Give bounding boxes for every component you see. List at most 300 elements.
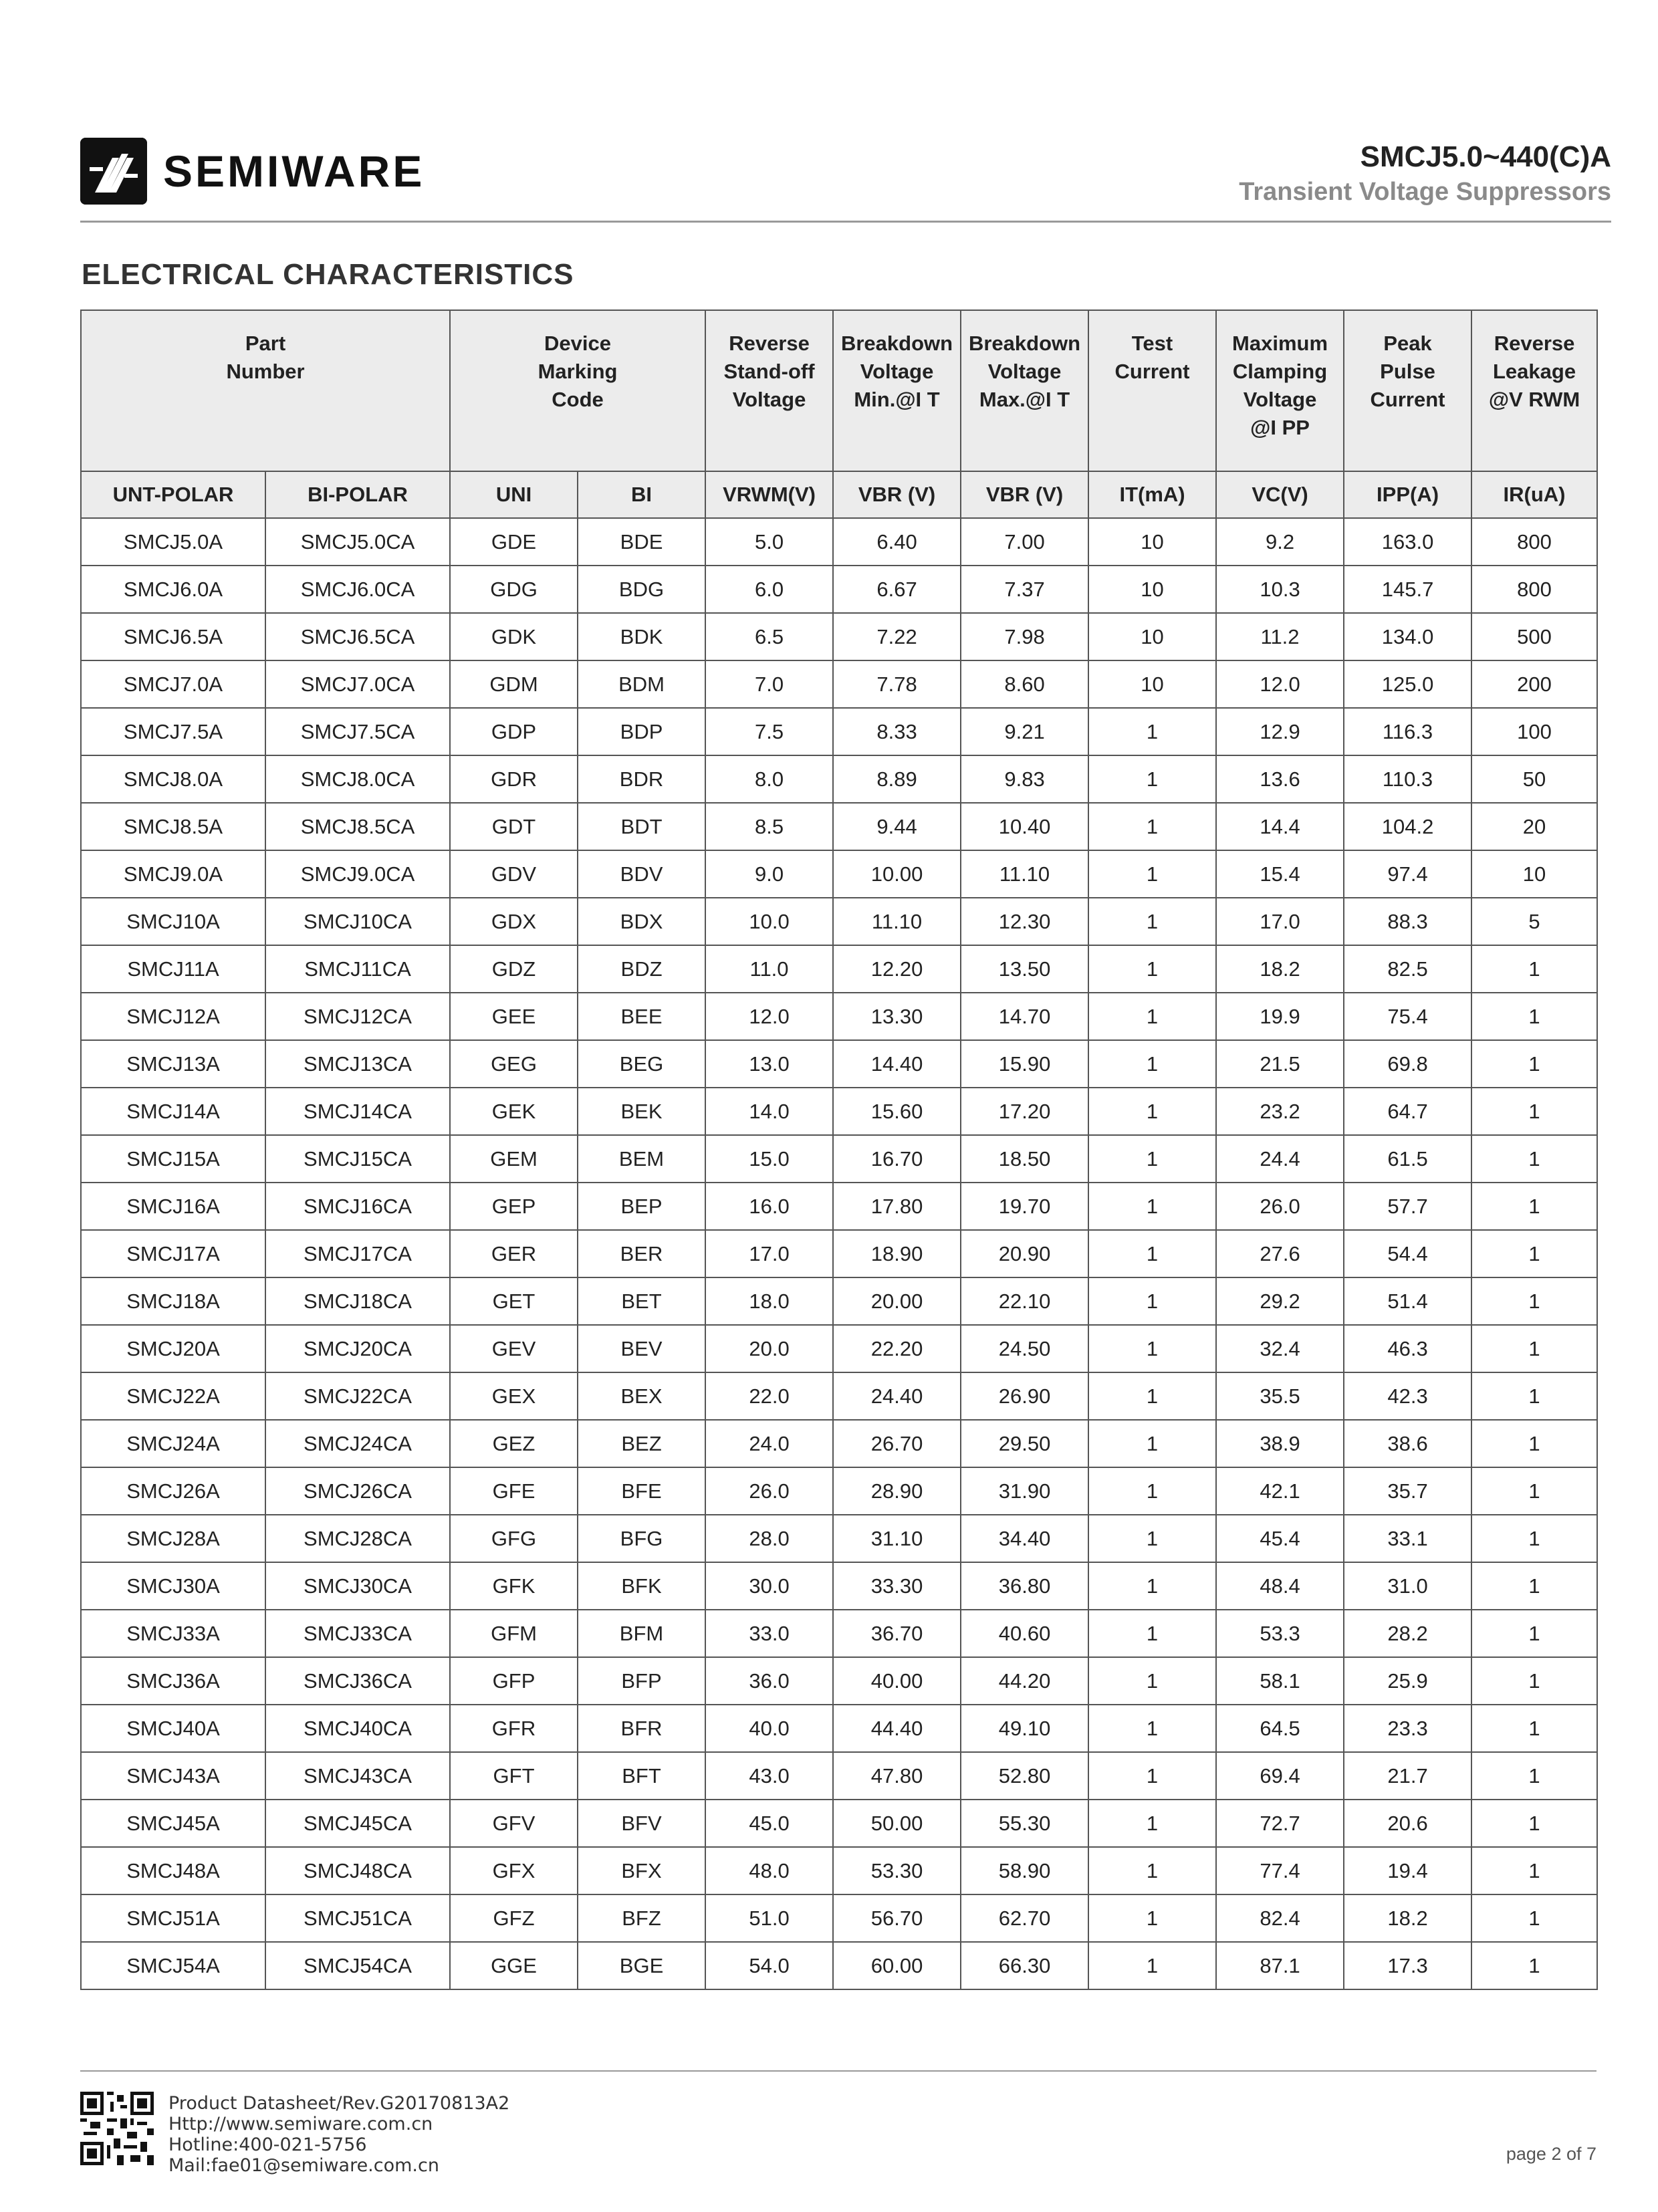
- cell-vbr-min: 56.70: [833, 1894, 961, 1942]
- cell-uni-code: GDX: [450, 898, 578, 945]
- cell-vbr-min: 47.80: [833, 1752, 961, 1800]
- cell-ipp: 42.3: [1344, 1372, 1471, 1420]
- cell-ir: 100: [1471, 708, 1597, 755]
- cell-ir: 1: [1471, 993, 1597, 1040]
- cell-vrwm: 9.0: [705, 850, 833, 898]
- cell-vbr-min: 24.40: [833, 1372, 961, 1420]
- cell-vc: 29.2: [1216, 1277, 1344, 1325]
- cell-bi-polar: SMCJ12CA: [265, 993, 450, 1040]
- cell-vc: 26.0: [1216, 1183, 1344, 1230]
- cell-unt-polar: SMCJ8.0A: [81, 755, 265, 803]
- cell-bi-code: BER: [578, 1230, 705, 1277]
- cell-vc: 32.4: [1216, 1325, 1344, 1372]
- cell-uni-code: GEM: [450, 1135, 578, 1183]
- cell-bi-code: BDT: [578, 803, 705, 850]
- cell-bi-code: BDK: [578, 613, 705, 660]
- qr-code-icon: [80, 2092, 154, 2165]
- cell-ir: 1: [1471, 1562, 1597, 1610]
- cell-bi-polar: SMCJ8.0CA: [265, 755, 450, 803]
- cell-vbr-min: 20.00: [833, 1277, 961, 1325]
- cell-uni-code: GFT: [450, 1752, 578, 1800]
- header-reverse-leakage: Reverse Leakage @V RWM: [1471, 310, 1597, 471]
- cell-uni-code: GER: [450, 1230, 578, 1277]
- cell-vrwm: 51.0: [705, 1894, 833, 1942]
- cell-unt-polar: SMCJ16A: [81, 1183, 265, 1230]
- cell-uni-code: GEV: [450, 1325, 578, 1372]
- cell-unt-polar: SMCJ36A: [81, 1657, 265, 1705]
- cell-unt-polar: SMCJ6.5A: [81, 613, 265, 660]
- cell-ir: 1: [1471, 1515, 1597, 1562]
- cell-vc: 45.4: [1216, 1515, 1344, 1562]
- cell-ir: 1: [1471, 1135, 1597, 1183]
- cell-ir: 1: [1471, 1705, 1597, 1752]
- cell-vc: 9.2: [1216, 518, 1344, 566]
- cell-vbr-max: 15.90: [961, 1040, 1088, 1088]
- cell-vrwm: 15.0: [705, 1135, 833, 1183]
- cell-bi-polar: SMCJ43CA: [265, 1752, 450, 1800]
- cell-ipp: 18.2: [1344, 1894, 1471, 1942]
- cell-uni-code: GEE: [450, 993, 578, 1040]
- cell-unt-polar: SMCJ24A: [81, 1420, 265, 1467]
- cell-uni-code: GDV: [450, 850, 578, 898]
- cell-vc: 87.1: [1216, 1942, 1344, 1989]
- subheader-bi: BI: [578, 471, 705, 518]
- cell-vbr-max: 7.98: [961, 613, 1088, 660]
- cell-bi-polar: SMCJ51CA: [265, 1894, 450, 1942]
- table-row: [81, 1040, 1597, 1088]
- cell-vc: 38.9: [1216, 1420, 1344, 1467]
- cell-bi-polar: SMCJ6.5CA: [265, 613, 450, 660]
- cell-vbr-max: 13.50: [961, 945, 1088, 993]
- cell-vc: 48.4: [1216, 1562, 1344, 1610]
- cell-vbr-max: 19.70: [961, 1183, 1088, 1230]
- cell-unt-polar: SMCJ20A: [81, 1325, 265, 1372]
- cell-unt-polar: SMCJ54A: [81, 1942, 265, 1989]
- cell-it: 1: [1088, 1183, 1216, 1230]
- brand-logo: [80, 138, 425, 205]
- cell-ipp: 82.5: [1344, 945, 1471, 993]
- cell-ipp: 88.3: [1344, 898, 1471, 945]
- cell-vbr-min: 9.44: [833, 803, 961, 850]
- subheader-ipp: IPP(A): [1344, 471, 1471, 518]
- cell-ir: 1: [1471, 1800, 1597, 1847]
- cell-unt-polar: SMCJ15A: [81, 1135, 265, 1183]
- cell-ipp: 28.2: [1344, 1610, 1471, 1657]
- email-link[interactable]: Mail:fae01@semiware.com.cn: [168, 2155, 439, 2176]
- cell-vbr-max: 55.30: [961, 1800, 1088, 1847]
- cell-ipp: 21.7: [1344, 1752, 1471, 1800]
- table-row: [81, 1610, 1597, 1657]
- table-row: [81, 850, 1597, 898]
- cell-vbr-max: 17.20: [961, 1088, 1088, 1135]
- cell-ipp: 110.3: [1344, 755, 1471, 803]
- cell-bi-polar: SMCJ5.0CA: [265, 518, 450, 566]
- subheader-uni: UNI: [450, 471, 578, 518]
- cell-vbr-max: 7.37: [961, 566, 1088, 613]
- table-row: [81, 518, 1597, 566]
- cell-vbr-min: 7.22: [833, 613, 961, 660]
- cell-vc: 64.5: [1216, 1705, 1344, 1752]
- cell-vc: 53.3: [1216, 1610, 1344, 1657]
- cell-bi-code: BDR: [578, 755, 705, 803]
- cell-it: 1: [1088, 1277, 1216, 1325]
- cell-ipp: 125.0: [1344, 660, 1471, 708]
- cell-uni-code: GFK: [450, 1562, 578, 1610]
- cell-uni-code: GFE: [450, 1467, 578, 1515]
- cell-unt-polar: SMCJ13A: [81, 1040, 265, 1088]
- cell-vrwm: 16.0: [705, 1183, 833, 1230]
- cell-vbr-max: 8.60: [961, 660, 1088, 708]
- cell-vc: 69.4: [1216, 1752, 1344, 1800]
- cell-ipp: 33.1: [1344, 1515, 1471, 1562]
- cell-ipp: 35.7: [1344, 1467, 1471, 1515]
- cell-vbr-max: 14.70: [961, 993, 1088, 1040]
- cell-ipp: 134.0: [1344, 613, 1471, 660]
- electrical-characteristics-table: [80, 310, 1598, 1990]
- cell-bi-polar: SMCJ15CA: [265, 1135, 450, 1183]
- cell-ipp: 145.7: [1344, 566, 1471, 613]
- cell-bi-code: BDZ: [578, 945, 705, 993]
- cell-uni-code: GFV: [450, 1800, 578, 1847]
- cell-unt-polar: SMCJ9.0A: [81, 850, 265, 898]
- cell-uni-code: GEK: [450, 1088, 578, 1135]
- cell-vbr-min: 18.90: [833, 1230, 961, 1277]
- cell-ir: 1: [1471, 1183, 1597, 1230]
- cell-unt-polar: SMCJ10A: [81, 898, 265, 945]
- cell-bi-polar: SMCJ7.5CA: [265, 708, 450, 755]
- cell-it: 1: [1088, 1515, 1216, 1562]
- cell-vrwm: 30.0: [705, 1562, 833, 1610]
- cell-uni-code: GDK: [450, 613, 578, 660]
- header-max-clamping: Maximum Clamping Voltage @I PP: [1216, 310, 1344, 471]
- cell-it: 1: [1088, 708, 1216, 755]
- cell-bi-polar: SMCJ28CA: [265, 1515, 450, 1562]
- cell-bi-code: BEK: [578, 1088, 705, 1135]
- subheader-vbr-max: VBR (V): [961, 471, 1088, 518]
- cell-it: 1: [1088, 1942, 1216, 1989]
- table-row: [81, 1847, 1597, 1894]
- document-title-block: [1239, 140, 1611, 207]
- table-row: [81, 1372, 1597, 1420]
- cell-bi-polar: SMCJ20CA: [265, 1325, 450, 1372]
- table-row: [81, 660, 1597, 708]
- cell-vc: 72.7: [1216, 1800, 1344, 1847]
- cell-it: 1: [1088, 993, 1216, 1040]
- header-breakdown-min: Breakdown Voltage Min.@I T: [833, 310, 961, 471]
- cell-ipp: 97.4: [1344, 850, 1471, 898]
- cell-vrwm: 10.0: [705, 898, 833, 945]
- cell-ir: 500: [1471, 613, 1597, 660]
- header-marking-code: Device Marking Code: [450, 310, 705, 471]
- table-row: [81, 1705, 1597, 1752]
- cell-bi-code: BFZ: [578, 1894, 705, 1942]
- cell-bi-code: BDE: [578, 518, 705, 566]
- cell-ir: 5: [1471, 898, 1597, 945]
- cell-ipp: 17.3: [1344, 1942, 1471, 1989]
- cell-it: 1: [1088, 1230, 1216, 1277]
- cell-it: 1: [1088, 898, 1216, 945]
- cell-it: 1: [1088, 1847, 1216, 1894]
- table-row: [81, 1420, 1597, 1467]
- cell-bi-code: BFG: [578, 1515, 705, 1562]
- cell-bi-polar: SMCJ26CA: [265, 1467, 450, 1515]
- cell-ipp: 31.0: [1344, 1562, 1471, 1610]
- header-test-current: Test Current: [1088, 310, 1216, 471]
- sub-header-row: [81, 471, 1597, 518]
- table-row: [81, 755, 1597, 803]
- cell-ipp: 64.7: [1344, 1088, 1471, 1135]
- cell-ir: 1: [1471, 1230, 1597, 1277]
- cell-vrwm: 28.0: [705, 1515, 833, 1562]
- cell-bi-polar: SMCJ16CA: [265, 1183, 450, 1230]
- cell-ipp: 25.9: [1344, 1657, 1471, 1705]
- subheader-vc: VC(V): [1216, 471, 1344, 518]
- page-footer: [80, 2070, 1596, 2176]
- cell-bi-code: BEG: [578, 1040, 705, 1088]
- cell-vc: 23.2: [1216, 1088, 1344, 1135]
- cell-vbr-min: 33.30: [833, 1562, 961, 1610]
- cell-vbr-min: 10.00: [833, 850, 961, 898]
- cell-ir: 20: [1471, 803, 1597, 850]
- cell-vc: 12.0: [1216, 660, 1344, 708]
- cell-vbr-max: 62.70: [961, 1894, 1088, 1942]
- cell-bi-code: BEV: [578, 1325, 705, 1372]
- cell-uni-code: GFZ: [450, 1894, 578, 1942]
- subheader-bi-polar: BI-POLAR: [265, 471, 450, 518]
- cell-vbr-min: 40.00: [833, 1657, 961, 1705]
- cell-vc: 15.4: [1216, 850, 1344, 898]
- cell-unt-polar: SMCJ40A: [81, 1705, 265, 1752]
- cell-ipp: 38.6: [1344, 1420, 1471, 1467]
- table-row: [81, 708, 1597, 755]
- cell-bi-polar: SMCJ6.0CA: [265, 566, 450, 613]
- cell-unt-polar: SMCJ12A: [81, 993, 265, 1040]
- cell-ir: 1: [1471, 1610, 1597, 1657]
- cell-it: 1: [1088, 1705, 1216, 1752]
- cell-unt-polar: SMCJ17A: [81, 1230, 265, 1277]
- cell-bi-code: BFT: [578, 1752, 705, 1800]
- cell-uni-code: GDG: [450, 566, 578, 613]
- hotline: Hotline:400-021-5756: [168, 2134, 367, 2155]
- cell-bi-polar: SMCJ54CA: [265, 1942, 450, 1989]
- cell-ir: 10: [1471, 850, 1597, 898]
- cell-uni-code: GDE: [450, 518, 578, 566]
- cell-vbr-min: 16.70: [833, 1135, 961, 1183]
- cell-bi-polar: SMCJ14CA: [265, 1088, 450, 1135]
- cell-vbr-min: 7.78: [833, 660, 961, 708]
- table-row: [81, 898, 1597, 945]
- cell-vbr-max: 9.21: [961, 708, 1088, 755]
- cell-bi-code: BEE: [578, 993, 705, 1040]
- cell-vbr-max: 31.90: [961, 1467, 1088, 1515]
- group-header-row: [81, 310, 1597, 471]
- cell-vrwm: 7.5: [705, 708, 833, 755]
- cell-bi-polar: SMCJ22CA: [265, 1372, 450, 1420]
- section-title: ELECTRICAL CHARACTERISTICS: [82, 258, 574, 291]
- cell-vrwm: 11.0: [705, 945, 833, 993]
- cell-ir: 1: [1471, 1847, 1597, 1894]
- cell-ipp: 54.4: [1344, 1230, 1471, 1277]
- cell-bi-code: BFV: [578, 1800, 705, 1847]
- table-row: [81, 1088, 1597, 1135]
- cell-ir: 1: [1471, 1894, 1597, 1942]
- cell-vbr-max: 49.10: [961, 1705, 1088, 1752]
- table-row: [81, 1230, 1597, 1277]
- cell-ir: 1: [1471, 1752, 1597, 1800]
- cell-unt-polar: SMCJ22A: [81, 1372, 265, 1420]
- table-row: [81, 993, 1597, 1040]
- cell-vc: 21.5: [1216, 1040, 1344, 1088]
- cell-bi-code: BDV: [578, 850, 705, 898]
- cell-vbr-max: 36.80: [961, 1562, 1088, 1610]
- cell-ir: 1: [1471, 1277, 1597, 1325]
- cell-bi-polar: SMCJ10CA: [265, 898, 450, 945]
- cell-ipp: 116.3: [1344, 708, 1471, 755]
- cell-bi-code: BFM: [578, 1610, 705, 1657]
- cell-vbr-min: 53.30: [833, 1847, 961, 1894]
- document-title: SMCJ5.0~440(C)A: [1360, 140, 1611, 173]
- table-row: [81, 1515, 1597, 1562]
- cell-vbr-min: 22.20: [833, 1325, 961, 1372]
- cell-vbr-max: 29.50: [961, 1420, 1088, 1467]
- cell-ir: 1: [1471, 1325, 1597, 1372]
- website-link[interactable]: Http://www.semiware.com.cn: [168, 2114, 433, 2134]
- cell-uni-code: GDM: [450, 660, 578, 708]
- page-header: [80, 134, 1611, 223]
- cell-uni-code: GET: [450, 1277, 578, 1325]
- cell-vbr-max: 18.50: [961, 1135, 1088, 1183]
- subheader-unt-polar: UNT-POLAR: [81, 471, 265, 518]
- cell-ipp: 163.0: [1344, 518, 1471, 566]
- header-breakdown-max: Breakdown Voltage Max.@I T: [961, 310, 1088, 471]
- cell-it: 1: [1088, 1657, 1216, 1705]
- cell-it: 1: [1088, 1088, 1216, 1135]
- cell-vc: 24.4: [1216, 1135, 1344, 1183]
- cell-vbr-max: 22.10: [961, 1277, 1088, 1325]
- cell-vrwm: 45.0: [705, 1800, 833, 1847]
- cell-vc: 58.1: [1216, 1657, 1344, 1705]
- cell-vrwm: 12.0: [705, 993, 833, 1040]
- cell-vc: 17.0: [1216, 898, 1344, 945]
- cell-uni-code: GFP: [450, 1657, 578, 1705]
- cell-unt-polar: SMCJ14A: [81, 1088, 265, 1135]
- cell-vbr-max: 66.30: [961, 1942, 1088, 1989]
- cell-it: 1: [1088, 1610, 1216, 1657]
- cell-vbr-min: 60.00: [833, 1942, 961, 1989]
- cell-uni-code: GFG: [450, 1515, 578, 1562]
- cell-vrwm: 40.0: [705, 1705, 833, 1752]
- cell-unt-polar: SMCJ7.0A: [81, 660, 265, 708]
- cell-it: 1: [1088, 945, 1216, 993]
- header-reverse-standoff: Reverse Stand-off Voltage: [705, 310, 833, 471]
- table-row: [81, 1135, 1597, 1183]
- cell-bi-code: BDG: [578, 566, 705, 613]
- cell-bi-code: BEM: [578, 1135, 705, 1183]
- cell-vbr-max: 12.30: [961, 898, 1088, 945]
- cell-vbr-max: 7.00: [961, 518, 1088, 566]
- cell-bi-polar: SMCJ11CA: [265, 945, 450, 993]
- cell-vc: 18.2: [1216, 945, 1344, 993]
- cell-uni-code: GEZ: [450, 1420, 578, 1467]
- cell-vbr-max: 40.60: [961, 1610, 1088, 1657]
- cell-vrwm: 22.0: [705, 1372, 833, 1420]
- cell-bi-code: BGE: [578, 1942, 705, 1989]
- cell-ipp: 75.4: [1344, 993, 1471, 1040]
- cell-vrwm: 14.0: [705, 1088, 833, 1135]
- cell-vrwm: 54.0: [705, 1942, 833, 1989]
- cell-vc: 42.1: [1216, 1467, 1344, 1515]
- cell-ir: 1: [1471, 1088, 1597, 1135]
- cell-unt-polar: SMCJ26A: [81, 1467, 265, 1515]
- cell-unt-polar: SMCJ51A: [81, 1894, 265, 1942]
- cell-vbr-max: 58.90: [961, 1847, 1088, 1894]
- cell-vrwm: 6.5: [705, 613, 833, 660]
- cell-ipp: 104.2: [1344, 803, 1471, 850]
- cell-unt-polar: SMCJ48A: [81, 1847, 265, 1894]
- cell-vbr-min: 28.90: [833, 1467, 961, 1515]
- header-part-number: Part Number: [81, 310, 450, 471]
- cell-uni-code: GEG: [450, 1040, 578, 1088]
- cell-ir: 50: [1471, 755, 1597, 803]
- cell-ipp: 61.5: [1344, 1135, 1471, 1183]
- table-row: [81, 1800, 1597, 1847]
- cell-it: 1: [1088, 1325, 1216, 1372]
- cell-ir: 800: [1471, 518, 1597, 566]
- cell-vbr-max: 34.40: [961, 1515, 1088, 1562]
- cell-unt-polar: SMCJ5.0A: [81, 518, 265, 566]
- cell-vrwm: 7.0: [705, 660, 833, 708]
- cell-bi-polar: SMCJ8.5CA: [265, 803, 450, 850]
- header-peak-pulse: Peak Pulse Current: [1344, 310, 1471, 471]
- cell-vrwm: 48.0: [705, 1847, 833, 1894]
- cell-vbr-min: 31.10: [833, 1515, 961, 1562]
- cell-vrwm: 13.0: [705, 1040, 833, 1088]
- cell-bi-polar: SMCJ33CA: [265, 1610, 450, 1657]
- cell-bi-code: BEZ: [578, 1420, 705, 1467]
- cell-vbr-min: 44.40: [833, 1705, 961, 1752]
- cell-vc: 11.2: [1216, 613, 1344, 660]
- cell-vbr-min: 8.33: [833, 708, 961, 755]
- cell-ipp: 20.6: [1344, 1800, 1471, 1847]
- cell-it: 1: [1088, 755, 1216, 803]
- cell-it: 1: [1088, 1894, 1216, 1942]
- cell-vrwm: 18.0: [705, 1277, 833, 1325]
- table-row: [81, 613, 1597, 660]
- cell-vbr-min: 14.40: [833, 1040, 961, 1088]
- brand-name: SEMIWARE: [163, 146, 425, 196]
- cell-vc: 12.9: [1216, 708, 1344, 755]
- cell-bi-code: BFX: [578, 1847, 705, 1894]
- cell-vbr-min: 6.67: [833, 566, 961, 613]
- subheader-ir: IR(uA): [1471, 471, 1597, 518]
- cell-vbr-max: 24.50: [961, 1325, 1088, 1372]
- cell-ipp: 69.8: [1344, 1040, 1471, 1088]
- table-row: [81, 1562, 1597, 1610]
- cell-it: 10: [1088, 660, 1216, 708]
- cell-it: 1: [1088, 1040, 1216, 1088]
- cell-ir: 1: [1471, 1657, 1597, 1705]
- datasheet-revision: Product Datasheet/Rev.G20170813A2: [168, 2093, 510, 2114]
- cell-it: 1: [1088, 1467, 1216, 1515]
- cell-bi-polar: SMCJ36CA: [265, 1657, 450, 1705]
- cell-vrwm: 8.0: [705, 755, 833, 803]
- document-subtitle: Transient Voltage Suppressors: [1239, 178, 1611, 206]
- cell-ir: 1: [1471, 1942, 1597, 1989]
- cell-bi-polar: SMCJ45CA: [265, 1800, 450, 1847]
- cell-ir: 1: [1471, 1420, 1597, 1467]
- contact-info: [168, 2093, 509, 2176]
- cell-uni-code: GEX: [450, 1372, 578, 1420]
